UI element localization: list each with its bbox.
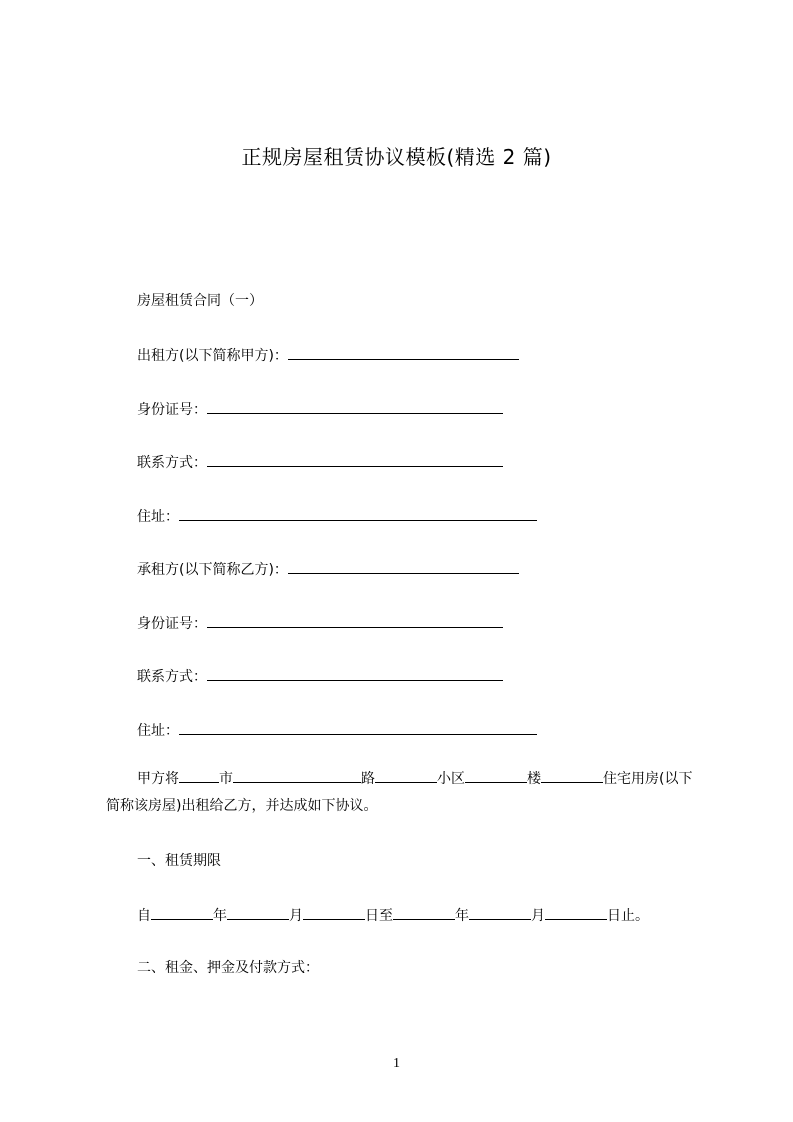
unit-blank [541,767,603,783]
lessor-contact-label: 联系方式： [137,455,207,471]
road-blank [233,767,361,783]
agreement-t2: 市 [219,771,233,787]
clause1-heading: 一、租赁期限 [137,853,221,869]
agreement-paragraph [106,766,706,820]
section-heading: 房屋租赁合同（一） [137,293,263,309]
lessee-party-line [137,558,519,578]
start-day-blank [303,904,365,920]
clause2-heading: 二、租金、押金及付款方式： [137,960,319,976]
term-day-to: 日至 [365,908,393,924]
term-from: 自 [137,908,151,924]
term-year2: 年 [455,908,469,924]
lessor-contact-line [137,451,503,471]
lessor-address-line [137,505,537,525]
term-month2: 月 [531,908,545,924]
end-month-blank [469,904,531,920]
start-year-blank [151,904,213,920]
lessee-id-label: 身份证号： [137,616,207,632]
lessor-contact-blank [207,451,503,467]
lessor-id-blank [207,398,503,414]
lessor-name-blank [288,344,519,360]
page-number: 1 [393,1056,400,1071]
building-blank [465,767,527,783]
lessor-address-label: 住址： [137,509,179,525]
end-day-blank [545,904,607,920]
lessee-name-blank [288,558,519,574]
lessor-id-line [137,398,503,418]
city-blank [179,767,219,783]
agreement-t4: 小区 [437,771,465,787]
lessee-address-blank [179,719,537,735]
lessee-party-label: 承租方(以下简称乙方)： [137,562,288,578]
term-month1: 月 [289,908,303,924]
document-title: 正规房屋租赁协议模板(精选 2 篇) [241,145,552,169]
start-month-blank [227,904,289,920]
lessee-address-label: 住址： [137,723,179,739]
lessee-contact-label: 联系方式： [137,669,207,685]
lessee-address-line [137,719,537,739]
lessor-address-blank [179,505,537,521]
agreement-t1: 甲方将 [137,771,179,787]
lessee-id-blank [207,612,503,628]
lease-term-line [137,904,649,924]
lessee-id-line [137,612,503,632]
end-year-blank [393,904,455,920]
lessor-party-label: 出租方(以下简称甲方)： [137,348,288,364]
agreement-t3: 路 [361,771,375,787]
lessee-contact-blank [207,665,503,681]
community-blank [375,767,437,783]
term-day-end: 日止。 [607,908,649,924]
lessee-contact-line [137,665,503,685]
lessor-party-line [137,344,519,364]
lessor-id-label: 身份证号： [137,402,207,418]
agreement-t6: 住宅用房(以下简称该房屋)出租给乙方，并达成如下协议。 [106,771,693,814]
agreement-t5: 楼 [527,771,541,787]
term-year1: 年 [213,908,227,924]
